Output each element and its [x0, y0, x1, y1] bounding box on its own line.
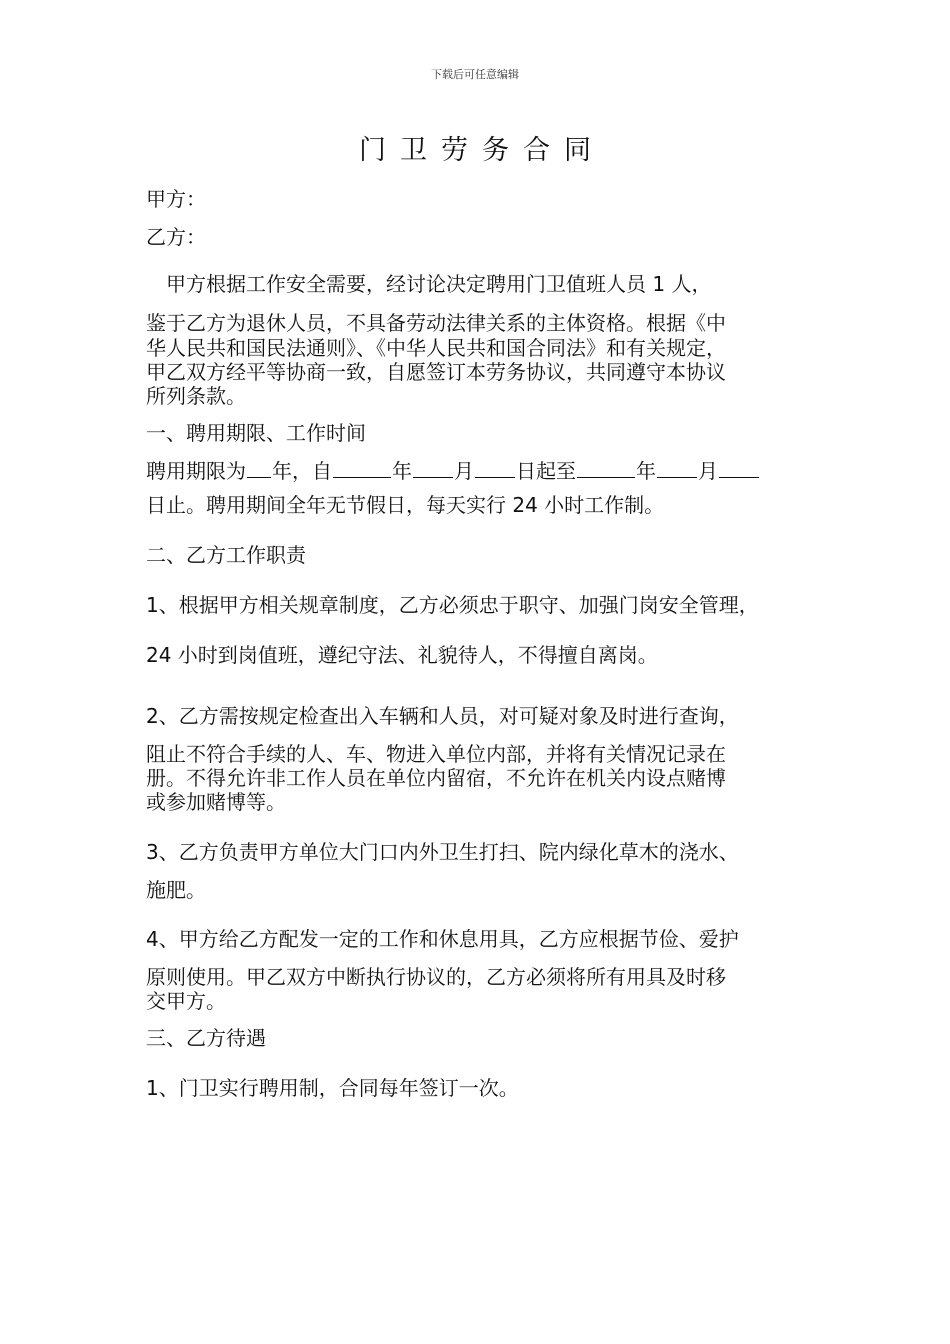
term-text: 月: [698, 459, 718, 483]
duty-line: 2、乙方需按规定检查出入车辆和人员，对可疑对象及时进行查询，: [146, 704, 739, 728]
section-2-heading: 二、乙方工作职责: [146, 543, 306, 567]
employment-term-line-2: 日止。聘用期间全年无节假日，每天实行 24 小时工作制。: [146, 493, 665, 517]
intro-line: 甲方根据工作安全需要，经讨论决定聘用门卫值班人员 1 人，: [146, 272, 712, 296]
duty-line: 4、甲方给乙方配发一定的工作和休息用具，乙方应根据节俭、爱护: [146, 927, 739, 951]
start-month-blank: [413, 457, 453, 478]
intro-line: 所列条款。: [146, 384, 246, 408]
end-month-blank: [657, 457, 697, 478]
benefit-line: 1、门卫实行聘用制，合同每年签订一次。: [146, 1076, 519, 1100]
duty-line: 3、乙方负责甲方单位大门口内外卫生打扫、院内绿化草木的浇水、: [146, 840, 739, 864]
duty-line: 册。不得允许非工作人员在单位内留宿，不允许在机关内设点赌博: [146, 766, 726, 790]
term-text: 年，自: [272, 459, 332, 483]
end-year-blank: [577, 457, 635, 478]
duty-line: 交甲方。: [146, 989, 226, 1013]
duty-line: 施肥。: [146, 878, 206, 902]
section-3-heading: 三、乙方待遇: [146, 1026, 266, 1050]
intro-line: 鉴于乙方为退休人员，不具备劳动法律关系的主体资格。根据《中: [146, 311, 726, 335]
end-day-blank: [719, 457, 759, 478]
duty-line: 1、根据甲方相关规章制度，乙方必须忠于职守、加强门岗安全管理，: [146, 593, 759, 617]
start-day-blank: [475, 457, 515, 478]
term-text: 年: [392, 459, 412, 483]
start-year-blank: [333, 457, 391, 478]
term-text: 日起至: [516, 459, 576, 483]
section-1-heading: 一、聘用期限、工作时间: [146, 421, 366, 445]
years-blank: [247, 457, 271, 478]
page-header-note: 下载后可任意编辑: [431, 68, 519, 81]
term-text: 聘用期限为: [146, 459, 246, 483]
term-text: 月: [454, 459, 474, 483]
duty-line: 阻止不符合手续的人、车、物进入单位内部，并将有关情况记录在: [146, 742, 726, 766]
party-a-label: 甲方：: [146, 187, 206, 211]
duty-line: 或参加赌博等。: [146, 790, 286, 814]
employment-term-line: [146, 457, 760, 484]
document-title: 门卫劳务合同: [359, 135, 605, 166]
duty-line: 原则使用。甲乙双方中断执行协议的，乙方必须将所有用具及时移: [146, 965, 726, 989]
term-text: 年: [636, 459, 656, 483]
intro-line: 华人民共和国民法通则》、《中华人民共和国合同法》和有关规定，: [146, 336, 726, 360]
party-b-label: 乙方：: [146, 225, 206, 249]
duty-line: 24 小时到岗值班，遵纪守法、礼貌待人，不得擅自离岗。: [146, 643, 658, 667]
intro-line: 甲乙双方经平等协商一致，自愿签订本劳务协议，共同遵守本协议: [146, 360, 726, 384]
